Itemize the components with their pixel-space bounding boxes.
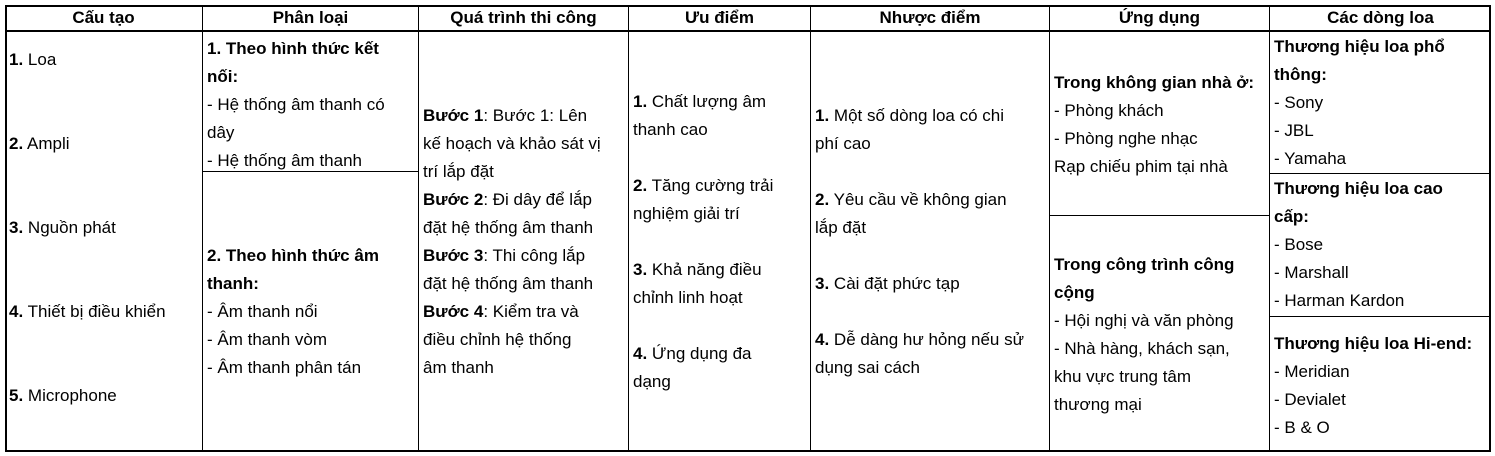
qua-trinh-cell: Bước 1: Bước 1: Lên kế hoạch và khảo sát vị trí lắp đặt Bước 2: Đi dây để lắp đặt hệ thống âm thanh Bước 3: Thi công lắp đặt hệ thống âm thanh Bước 4: Kiểm tra và điều chỉnh hệ thống âm thanh — [419, 102, 628, 382]
header-phan-loai: Phân loại — [203, 5, 418, 32]
cau-tao-item: 4. Thiết bị điều khiển — [9, 302, 166, 321]
phan-loai-item: - Hệ thống âm thanh — [207, 151, 362, 170]
brand-item: - Harman Kardon — [1274, 291, 1405, 310]
brand-item: - Marshall — [1274, 263, 1349, 282]
column-cau-tao — [5, 5, 202, 451]
phan-loai-group-1: 1. Theo hình thức kết nối: - Hệ thống âm thanh có dây - Hệ thống âm thanh — [203, 32, 418, 171]
uu-diem-item: 1. Chất lượng âm — [633, 92, 767, 111]
brand-item: - Sony — [1274, 93, 1324, 112]
ung-dung-item: - Phòng khách — [1054, 101, 1164, 120]
buoc-4: Bước 4: Kiểm tra và — [423, 302, 579, 321]
uu-diem-item: 2. Tăng cường trải — [633, 176, 774, 195]
uu-diem-item: 4. Ứng dụng đa — [633, 344, 752, 363]
header-dong-loa: Các dòng loa — [1270, 5, 1491, 32]
header-ung-dung: Ứng dụng — [1050, 5, 1269, 32]
cau-tao-item: 5. Microphone — [9, 386, 117, 405]
nhuoc-diem-item: 1. Một số dòng loa có chi — [815, 106, 1005, 125]
column-dong-loa — [1269, 5, 1491, 451]
uu-diem-item: 3. Khả năng điều — [633, 260, 762, 279]
header-cau-tao: Cấu tạo — [5, 5, 202, 32]
phan-loai-item: - Âm thanh vòm — [207, 330, 327, 349]
column-qua-trinh — [418, 5, 628, 451]
ung-dung-item: - Phòng nghe nhạc — [1054, 129, 1198, 148]
column-phan-loai — [202, 5, 418, 451]
header-nhuoc-diem: Nhược điểm — [811, 5, 1049, 32]
ung-dung-item: thương mại — [1054, 395, 1142, 414]
brand-item: - B & O — [1274, 418, 1330, 437]
column-nhuoc-diem — [810, 5, 1049, 451]
cau-tao-item: 3. Nguồn phát — [9, 218, 116, 237]
column-uu-diem — [628, 5, 810, 451]
brand-item: - Bose — [1274, 235, 1324, 254]
buoc-2: Bước 2: Đi dây để lắp — [423, 190, 592, 209]
cau-tao-cell — [5, 46, 202, 410]
ung-dung-group-2: Trong công trình công cộng - Hội nghị và văn phòng - Nhà hàng, khách sạn, khu vực trung tâm thương mại — [1050, 215, 1269, 451]
nhuoc-diem-cell: 1. Một số dòng loa có chi phí cao 2. Yêu cầu về không gian lắp đặt 3. Cài đặt phức tạp 4. Dễ dàng hư hỏng nếu sử dụng sai cách — [811, 102, 1049, 382]
cau-tao-item: 2. Ampli — [9, 134, 70, 153]
brand-item: - Devialet — [1274, 390, 1346, 409]
ung-dung-item: - Hội nghị và văn phòng — [1054, 311, 1234, 330]
header-uu-diem: Ưu điểm — [629, 5, 810, 32]
dong-loa-group-2: Thương hiệu loa cao cấp: - Bose - Marshall - Harman Kardon — [1270, 173, 1491, 316]
nhuoc-diem-item: 3. Cài đặt phức tạp — [815, 274, 960, 293]
buoc-1: Bước 1: Bước 1: Lên — [423, 106, 588, 125]
ung-dung-item: khu vực trung tâm — [1054, 367, 1192, 386]
ung-dung-item: Rạp chiếu phim tại nhà — [1054, 157, 1228, 176]
dong-loa-group-1: Thương hiệu loa phổ thông: - Sony - JBL - Yamaha — [1270, 32, 1491, 173]
buoc-3: Bước 3: Thi công lắp — [423, 246, 586, 265]
nhuoc-diem-item: 2. Yêu cầu về không gian — [815, 190, 1007, 209]
ung-dung-item: - Nhà hàng, khách sạn, — [1054, 339, 1230, 358]
brand-item: - Meridian — [1274, 362, 1350, 381]
brand-item: - JBL — [1274, 121, 1314, 140]
dong-loa-group-3: Thương hiệu loa Hi-end: - Meridian - Devialet - B & O — [1270, 316, 1491, 451]
ung-dung-group-1: Trong không gian nhà ở: - Phòng khách - Phòng nghe nhạc Rạp chiếu phim tại nhà — [1050, 32, 1269, 215]
cau-tao-item: 1. Loa — [9, 50, 57, 69]
phan-loai-item: dây — [207, 123, 235, 142]
nhuoc-diem-item: 4. Dễ dàng hư hỏng nếu sử — [815, 330, 1024, 349]
phan-loai-group-2: 2. Theo hình thức âm thanh: - Âm thanh nổi - Âm thanh vòm - Âm thanh phân tán — [203, 171, 418, 451]
phan-loai-item: - Hệ thống âm thanh có — [207, 95, 385, 114]
header-qua-trinh: Quá trình thi công — [419, 5, 628, 32]
phan-loai-item: - Âm thanh phân tán — [207, 358, 362, 377]
uu-diem-cell: 1. Chất lượng âm thanh cao 2. Tăng cường trải nghiệm giải trí 3. Khả năng điều chỉnh linh hoạt 4. Ứng dụng đa dạng — [629, 88, 810, 396]
brand-item: - Yamaha — [1274, 149, 1347, 168]
column-ung-dung — [1049, 5, 1269, 451]
audio-system-table — [5, 5, 1491, 453]
phan-loai-item: - Âm thanh nổi — [207, 302, 318, 321]
